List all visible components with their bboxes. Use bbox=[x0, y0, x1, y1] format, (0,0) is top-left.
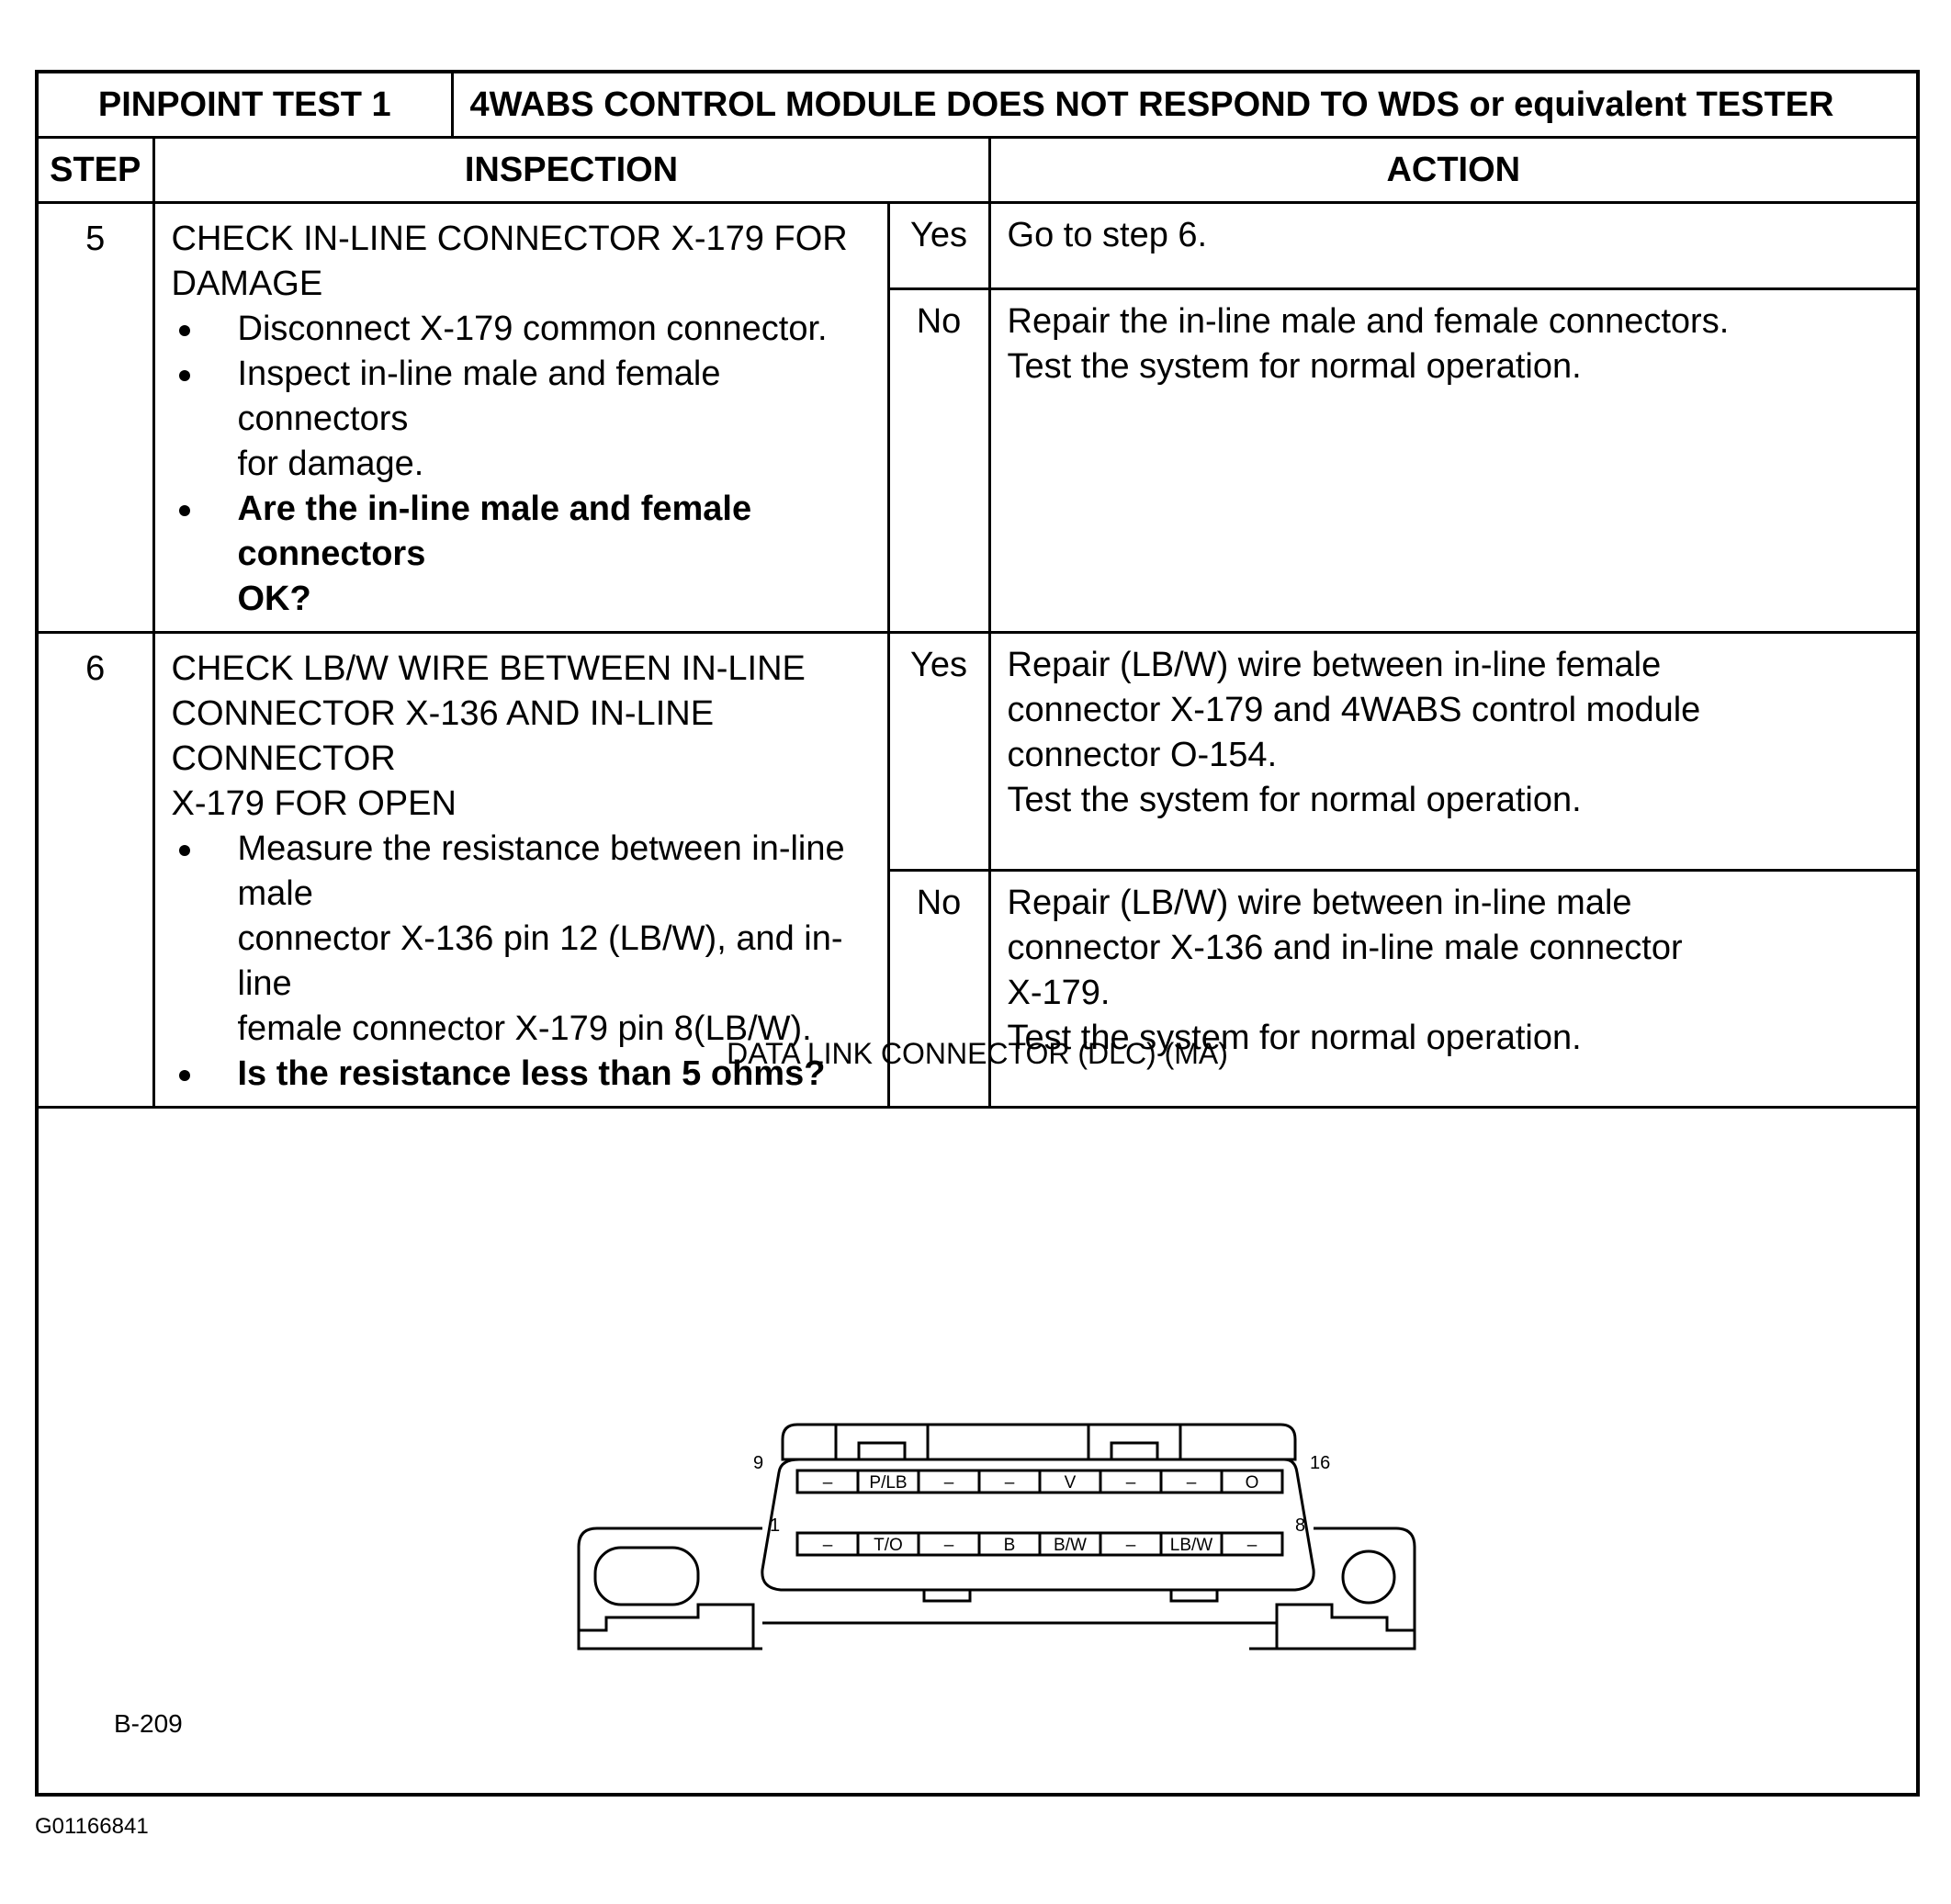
pinpoint-test-sheet bbox=[35, 70, 1920, 1797]
no-label: No bbox=[888, 288, 989, 632]
inspection-title-line: CHECK IN-LINE CONNECTOR X-179 FOR bbox=[171, 220, 848, 258]
pin-number-16: 16 bbox=[1310, 1453, 1331, 1473]
no-action bbox=[989, 288, 1916, 632]
pin-number-8: 8 bbox=[1295, 1515, 1306, 1536]
bottom-pin-label: – bbox=[822, 1536, 833, 1555]
step-5-yes-row bbox=[39, 203, 1916, 289]
no-label: No bbox=[888, 870, 989, 1108]
action-line: Go to step 6. bbox=[1007, 216, 1208, 254]
top-pin-label: – bbox=[1125, 1473, 1136, 1493]
step-number: 6 bbox=[39, 633, 153, 1108]
action-line: Test the system for normal operation. bbox=[1007, 1018, 1582, 1057]
title-row bbox=[39, 73, 1916, 138]
top-pin-label: – bbox=[943, 1473, 954, 1493]
action-line: X-179. bbox=[1007, 973, 1111, 1012]
action-line: Repair (LB/W) wire between in-line female bbox=[1007, 646, 1662, 684]
top-pin-label: – bbox=[1004, 1473, 1015, 1493]
top-pin-label: – bbox=[822, 1473, 833, 1493]
pin-number-1: 1 bbox=[770, 1515, 781, 1536]
bullet-line: Are the in-line male and female connectors bbox=[237, 490, 752, 573]
bottom-pin-label: – bbox=[1246, 1536, 1257, 1555]
inspection-title-line: X-179 FOR OPEN bbox=[171, 784, 457, 823]
top-latch-right bbox=[1111, 1443, 1157, 1459]
inspection-bullet bbox=[172, 352, 876, 487]
step-column-header: STEP bbox=[39, 138, 153, 203]
step-6-yes-row bbox=[39, 633, 1916, 871]
yes-action bbox=[989, 633, 1916, 871]
left-flange-step bbox=[579, 1605, 753, 1649]
action-line: connector X-179 and 4WABS control module bbox=[1007, 691, 1701, 729]
bottom-pin-label: B/W bbox=[1054, 1536, 1087, 1555]
test-title: 4WABS CONTROL MODULE DOES NOT RESPOND TO WDS or equivalent TESTER bbox=[452, 73, 1916, 138]
bottom-pin-label: – bbox=[1125, 1536, 1136, 1555]
bullet-line: connector X-136 pin 12 (LB/W), and in-line bbox=[237, 919, 843, 1003]
inspection-title-line: CHECK LB/W WIRE BETWEEN IN-LINE bbox=[171, 649, 806, 688]
top-pin-label: O bbox=[1245, 1473, 1259, 1493]
action-line: Repair the in-line male and female connectors. bbox=[1007, 301, 1730, 341]
top-pin-label: P/LB bbox=[869, 1473, 908, 1493]
bottom-tab-right bbox=[1171, 1590, 1217, 1601]
action-line: Test the system for normal operation. bbox=[1007, 346, 1582, 386]
yes-label: Yes bbox=[888, 633, 989, 871]
bullet-line: Inspect in-line male and female connectors bbox=[237, 355, 721, 438]
left-mount-slot bbox=[595, 1548, 698, 1605]
bottom-pin-label: B bbox=[1003, 1536, 1016, 1555]
connector-figure bbox=[39, 936, 1916, 1797]
pin-number-9: 9 bbox=[753, 1453, 764, 1473]
inspection-title-line: DAMAGE bbox=[171, 265, 323, 303]
column-header-row bbox=[39, 138, 1916, 203]
dlc-connector-diagram bbox=[570, 1377, 1424, 1652]
bullet-line: OK? bbox=[237, 580, 311, 618]
right-flange-step bbox=[1277, 1605, 1415, 1649]
bullet-line: female connector X-179 pin 8(LB/W). bbox=[237, 1009, 812, 1048]
top-pin-label: – bbox=[1186, 1473, 1197, 1493]
action-column-header: ACTION bbox=[989, 138, 1916, 203]
yes-action bbox=[989, 203, 1916, 289]
bottom-pin-label: LB/W bbox=[1169, 1536, 1213, 1555]
action-line: Test the system for normal operation. bbox=[1007, 781, 1582, 819]
bullet-line: Disconnect X-179 common connector. bbox=[237, 310, 828, 348]
top-latch-left bbox=[859, 1443, 905, 1459]
bullet-line: Is the resistance less than 5 ohms? bbox=[237, 1054, 826, 1093]
bottom-pin-label: T/O bbox=[874, 1536, 903, 1555]
bullet-line: for damage. bbox=[237, 445, 424, 483]
figure-title: DATA LINK CONNECTOR (DLC) (MA) bbox=[727, 1037, 1228, 1070]
inspection-column-header: INSPECTION bbox=[153, 138, 989, 203]
document-id: G01166841 bbox=[35, 1814, 149, 1839]
action-line: connector X-136 and in-line male connector bbox=[1007, 928, 1683, 967]
bottom-pin-label: – bbox=[943, 1536, 954, 1555]
inspection-title-line: CONNECTOR X-136 AND IN-LINE CONNECTOR bbox=[171, 694, 715, 778]
top-pin-label: V bbox=[1064, 1473, 1077, 1493]
yes-label: Yes bbox=[888, 203, 989, 289]
step-number: 5 bbox=[39, 203, 153, 633]
inspection-bullet bbox=[172, 307, 876, 352]
action-line: connector O-154. bbox=[1007, 736, 1278, 774]
test-label: PINPOINT TEST 1 bbox=[39, 73, 452, 138]
bullet-line: Measure the resistance between in-line male bbox=[237, 829, 845, 913]
figure-code: B-209 bbox=[114, 1709, 183, 1738]
action-line: Repair (LB/W) wire between in-line male bbox=[1007, 883, 1632, 922]
pin-rows bbox=[797, 1470, 1282, 1555]
inspection-bullets bbox=[172, 307, 876, 622]
step-inspection bbox=[153, 203, 888, 633]
right-mount-hole bbox=[1343, 1551, 1394, 1603]
connector-body bbox=[762, 1459, 1314, 1590]
bottom-tab-left bbox=[924, 1590, 970, 1601]
inspection-question bbox=[172, 487, 876, 622]
